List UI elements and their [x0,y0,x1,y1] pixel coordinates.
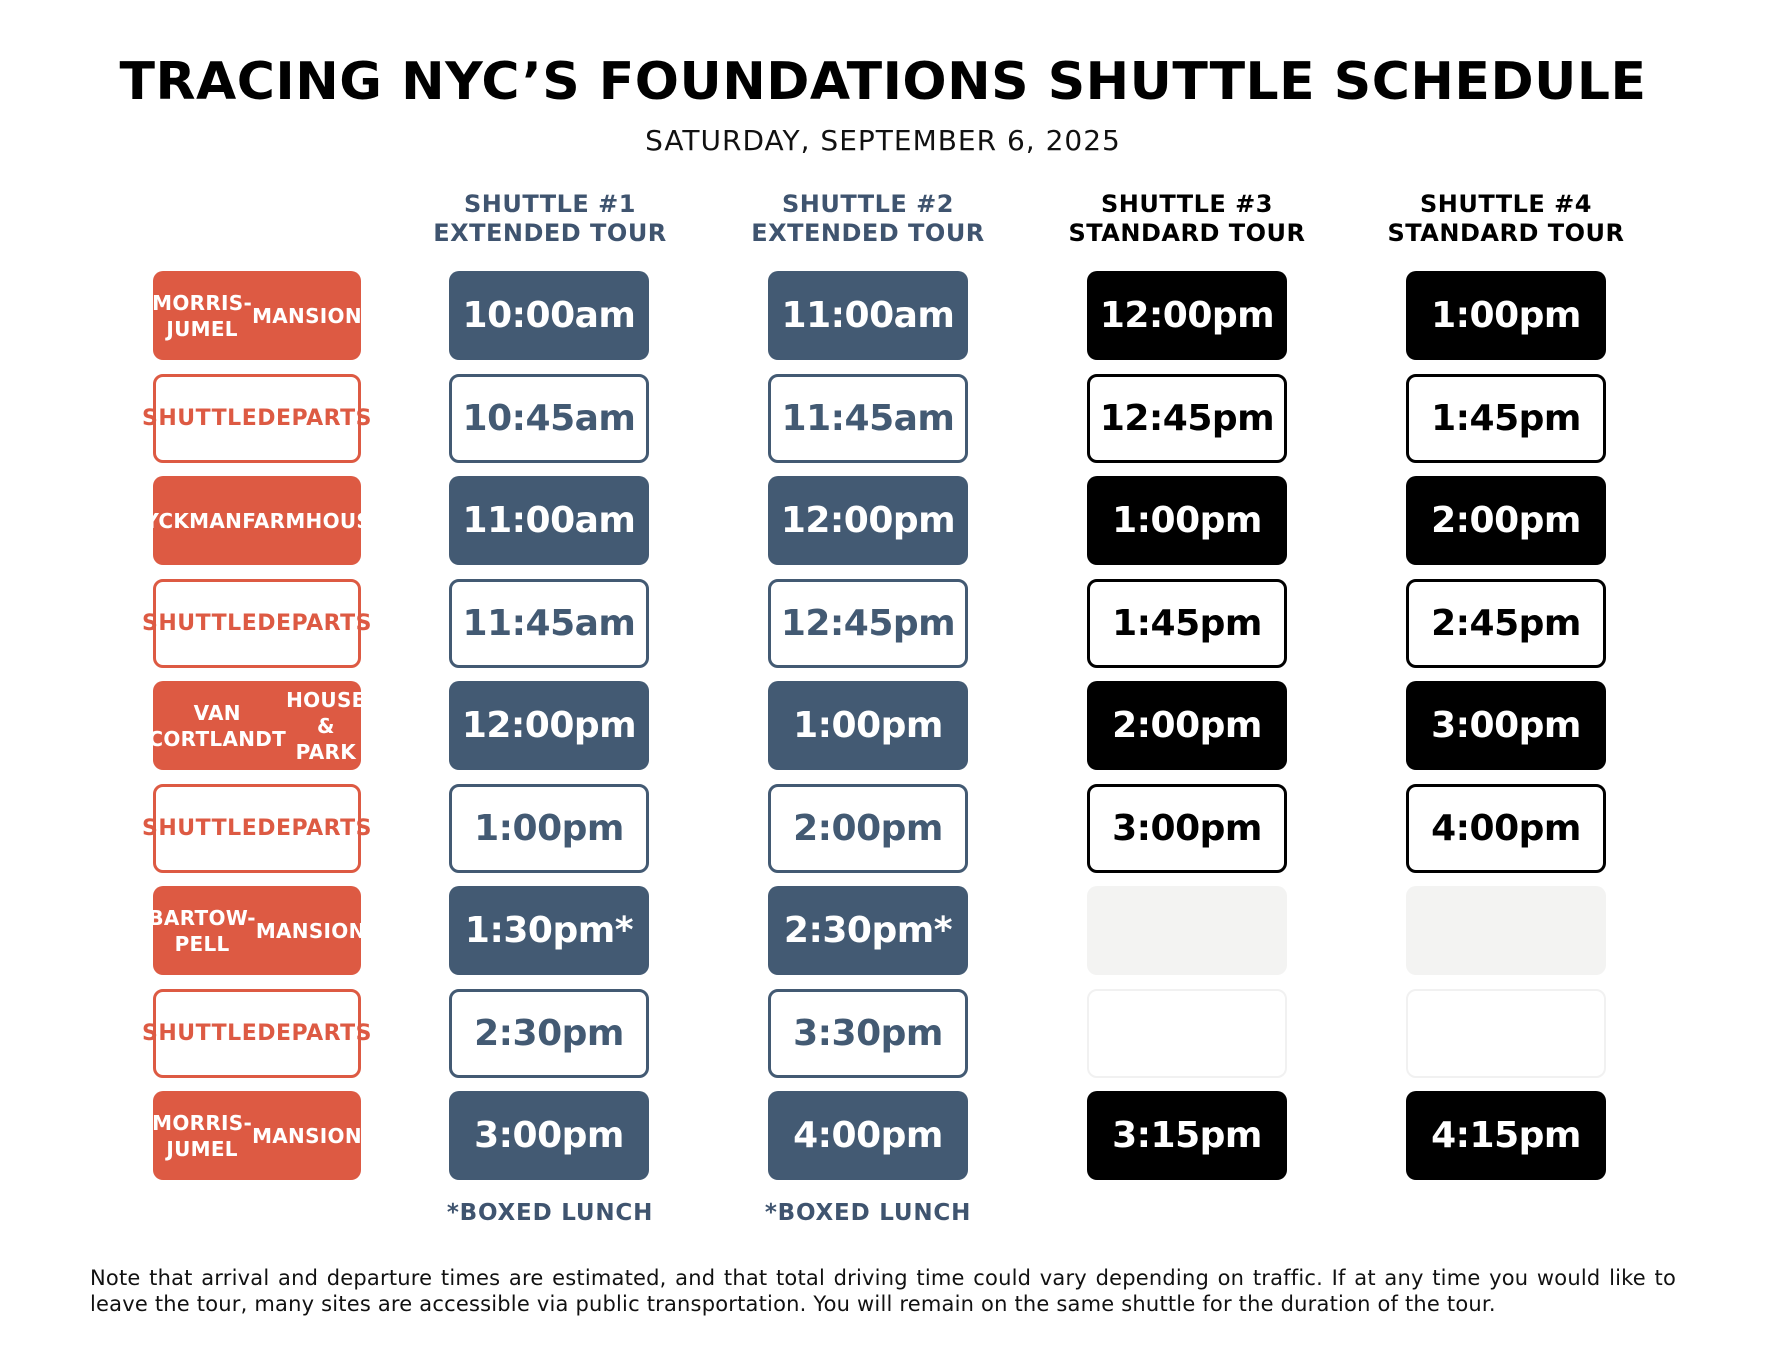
time-cell: 3:00pm [449,1091,649,1180]
time-cell: 11:45am [449,579,649,668]
time-cell: 2:00pm [768,784,968,873]
label-line2: FARMHOUSE [242,508,386,533]
time-cell: 2:30pm [449,989,649,1078]
boxed-lunch-note-shuttle-2: *BOXED LUNCH [764,1200,972,1226]
time-cell: 2:00pm [1406,476,1606,565]
empty-time-cell [1406,886,1606,975]
time-cell: 11:00am [768,271,968,360]
column-header-shuttle-2 [708,190,1028,248]
label-line1: SHUTTLE [142,816,258,841]
time-cell: 12:45pm [768,579,968,668]
time-cell: 12:00pm [1087,271,1287,360]
empty-time-cell [1087,886,1287,975]
time-cell: 11:00am [449,476,649,565]
shuttle-departs-label [142,579,372,668]
column-header-line1: SHUTTLE #1 [463,190,636,218]
time-cell: 12:45pm [1087,374,1287,463]
label-line1: VAN CORTLANDT [148,700,287,751]
shuttle-departs-label [142,989,372,1078]
label-line2: MANSION [255,918,366,943]
time-cell: 1:00pm [1087,476,1287,565]
page-subtitle-date: SATURDAY, SEPTEMBER 6, 2025 [645,124,1121,157]
time-cell: 1:45pm [1406,374,1606,463]
page-title: TRACING NYC’S FOUNDATIONS SHUTTLE SCHEDULE [119,52,1647,112]
label-line1: MORRIS-JUMEL [152,1110,253,1161]
footer-note: Note that arrival and departure times are estimated, and that total driving time could vary depending on traffic. If at any time you would like to leave the tour, many sites are accessible via public transportation. You will remain on the same shuttle for the duration of the tour. [90,1266,1676,1316]
time-cell: 3:15pm [1087,1091,1287,1180]
time-cell: 10:00am [449,271,649,360]
time-cell: 1:00pm [449,784,649,873]
time-cell: 2:30pm* [768,886,968,975]
label-line2: DEPARTS [257,611,372,636]
stop-label [148,886,366,975]
time-cell: 1:00pm [768,681,968,770]
stop-label [153,271,361,360]
column-header-shuttle-4 [1346,190,1666,248]
label-line2: DEPARTS [257,816,372,841]
label-line1: BARTOW-PELL [148,905,256,956]
empty-time-cell [1087,989,1287,1078]
stop-label [153,1091,361,1180]
time-cell: 12:00pm [449,681,649,770]
column-header-line1: SHUTTLE #2 [781,190,954,218]
column-header-shuttle-3 [1027,190,1347,248]
time-cell: 2:00pm [1087,681,1287,770]
time-cell: 1:45pm [1087,579,1287,668]
column-header-line1: SHUTTLE #3 [1100,190,1273,218]
time-cell: 10:45am [449,374,649,463]
label-line1: SHUTTLE [142,1021,258,1046]
time-cell: 1:00pm [1406,271,1606,360]
time-cell: 3:30pm [768,989,968,1078]
stop-label [128,476,386,565]
label-line1: SHUTTLE [142,406,258,431]
empty-time-cell [1406,989,1606,1078]
label-line1: MORRIS-JUMEL [152,290,253,341]
column-header-line2: STANDARD TOUR [1387,219,1625,247]
label-line1: DYCKMAN [128,508,243,533]
boxed-lunch-note-shuttle-1: *BOXED LUNCH [446,1200,654,1226]
shuttle-departs-label [142,784,372,873]
label-line1: SHUTTLE [142,611,258,636]
time-cell: 3:00pm [1087,784,1287,873]
time-cell: 1:30pm* [449,886,649,975]
time-cell: 4:00pm [1406,784,1606,873]
column-header-shuttle-1 [390,190,710,248]
shuttle-departs-label [142,374,372,463]
column-header-line2: STANDARD TOUR [1068,219,1306,247]
time-cell: 11:45am [768,374,968,463]
time-cell: 12:00pm [768,476,968,565]
column-header-line2: EXTENDED TOUR [433,219,667,247]
label-line2: MANSION [252,303,362,328]
label-line2: DEPARTS [257,1021,372,1046]
label-line2: MANSION [252,1123,362,1148]
time-cell: 2:45pm [1406,579,1606,668]
label-line2: HOUSE & PARK [286,687,366,764]
time-cell: 4:15pm [1406,1091,1606,1180]
label-line2: DEPARTS [257,406,372,431]
column-header-line1: SHUTTLE #4 [1419,190,1592,218]
column-header-line2: EXTENDED TOUR [751,219,985,247]
time-cell: 4:00pm [768,1091,968,1180]
stop-label [148,681,366,770]
time-cell: 3:00pm [1406,681,1606,770]
